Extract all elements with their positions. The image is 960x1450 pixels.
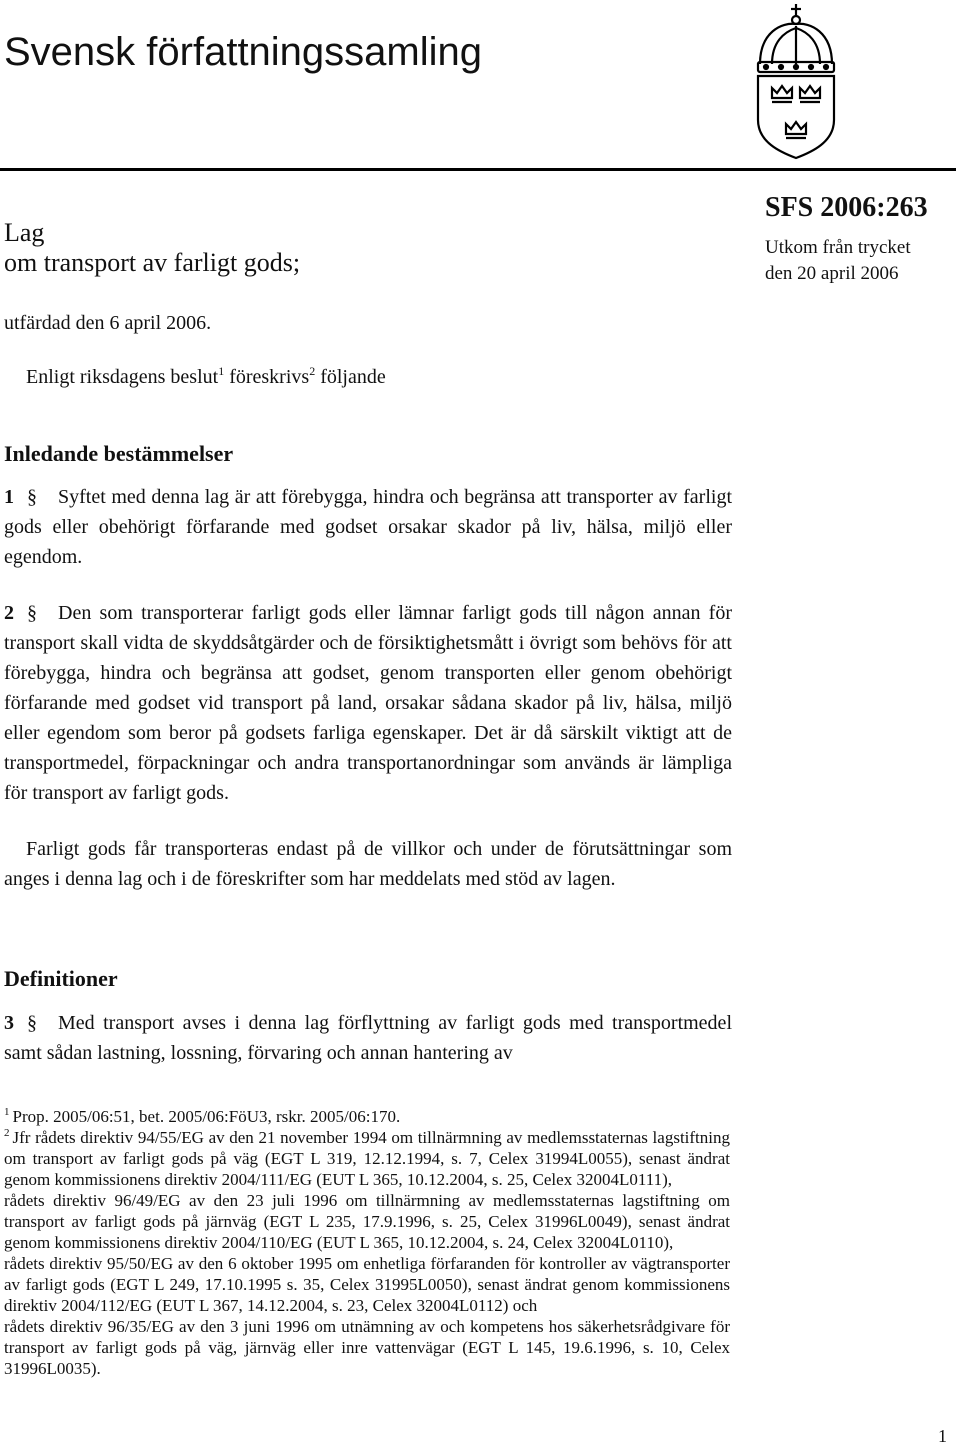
paragraph-3	[4, 1008, 732, 1068]
section-heading-definitioner: Definitioner	[4, 966, 118, 991]
section-heading-inledande: Inledande bestämmelser	[4, 441, 234, 466]
header-rule	[0, 168, 956, 171]
footnote-mark: 2	[4, 1127, 10, 1139]
footnote-text: Prop. 2005/06:51, bet. 2005/06:FöU3, rskr. 2005/06:170.	[12, 1107, 401, 1126]
paragraph-text: Med transport avses i denna lag förflyttning av farligt gods med transportmedel samt sådan lastning, lossning, förvaring och annan hantering av	[4, 1012, 732, 1064]
law-type: Lag	[4, 218, 45, 247]
paragraph-number: 3	[4, 1012, 14, 1034]
footnote-ref-1: 1	[218, 364, 225, 378]
paragraph-1	[4, 482, 732, 572]
paragraph-text: Syftet med denna lag är att förebygga, hindra och begränsa att transporter av farligt gods eller obehörigt förfarande med godset orsakar skador på liv, hälsa, miljö eller egendom.	[4, 486, 732, 568]
press-note-line1: Utkom från trycket	[765, 237, 911, 258]
footnote-mark: 1	[4, 1106, 10, 1118]
footnote-2	[4, 1127, 730, 1190]
press-note-line2: den 20 april 2006	[765, 263, 899, 284]
preamble-part3: följande	[315, 366, 386, 388]
swedish-coat-of-arms-icon	[752, 2, 840, 160]
footnote-2-part-c: rådets direktiv 95/50/EG av den 6 oktober 1995 om enhetliga förfaranden för kontroller av vägtransporter av farligt gods (EGT L 249, 17.10.1995 s. 35, Celex 31995L0050), senast ändrat genom kommissionens direktiv 2004/112/EG (EUT L 367, 14.12.2004, s. 23, Celex 32004L0112) och	[4, 1254, 730, 1315]
preamble-part1: Enligt riksdagens beslut	[26, 366, 219, 388]
sfs-number: SFS 2006:263	[765, 192, 928, 223]
law-title: om transport av farligt gods;	[4, 248, 301, 277]
preamble	[26, 366, 386, 389]
footnote-2-part-d: rådets direktiv 96/35/EG av den 3 juni 1996 om utnämning av och kompetens hos säkerhetsrådgivare för transport av farligt gods på väg, järnväg eller inre vattenvägar (EGT L 145, 19.6.1996, s. 10, Celex 31996L0035).	[4, 1317, 730, 1378]
page-number: 1	[938, 1426, 947, 1446]
footnote-2-part-b: rådets direktiv 96/49/EG av den 23 juli 1996 om tillnärmning av medlemsstaternas lagstiftning om transport av farligt gods på järnväg (EGT L 235, 17.9.1996, s. 25, Celex 31996L0049), senast ändrat genom kommissionens direktiv 2004/110/EG (EUT L 365, 10.12.2004, s. 24, Celex 32004L0110),	[4, 1191, 730, 1252]
footnote-text: Jfr rådets direktiv 94/55/EG av den 21 november 1994 om tillnärmning av medlemsstaternas lagstiftning om transport av farligt gods på väg (EGT L 319, 12.12.1994, s. 7, Celex 31994L0055), senast ändrat genom kommissionens direktiv 2004/111/EG (EUT L 365, 10.12.2004, s. 25, Celex 32004L0111),	[4, 1128, 730, 1189]
section-sign-icon: §	[27, 1012, 37, 1034]
footnotes	[4, 1106, 730, 1379]
paragraph-text: Den som transporterar farligt gods eller lämnar farligt gods till någon annan för transport skall vidta de skyddsåtgärder och de försiktighetsmått i övrigt som behövs för att förebygga, hindra och begränsa att godset, genom transporten eller genom obehörigt förfarande med godset vid transport på land, orsakar sådana skador på liv, hälsa, miljö eller egendom som beror på godsets farliga egenskaper. Det är då särskilt viktigt att de transportmedel, förpackningar och andra transportanordningar som används är lämpliga för transport av farligt gods.	[4, 602, 732, 804]
paragraph-2-second-stycke: Farligt gods får transporteras endast på de villkor och under de förutsättningar som anges i denna lag och i de föreskrifter som har meddelats med stöd av lagen.	[4, 838, 732, 890]
section-sign-icon: §	[27, 602, 37, 624]
issued-date: utfärdad den 6 april 2006.	[4, 312, 212, 334]
publication-title: Svensk författningssamling	[4, 30, 483, 74]
preamble-part2: föreskrivs	[224, 366, 310, 388]
paragraph-number: 1	[4, 486, 14, 508]
footnote-ref-2: 2	[309, 364, 316, 378]
paragraph-number: 2	[4, 602, 14, 624]
paragraph-2	[4, 598, 732, 808]
section-sign-icon: §	[27, 486, 37, 508]
footnote-1	[4, 1106, 730, 1127]
